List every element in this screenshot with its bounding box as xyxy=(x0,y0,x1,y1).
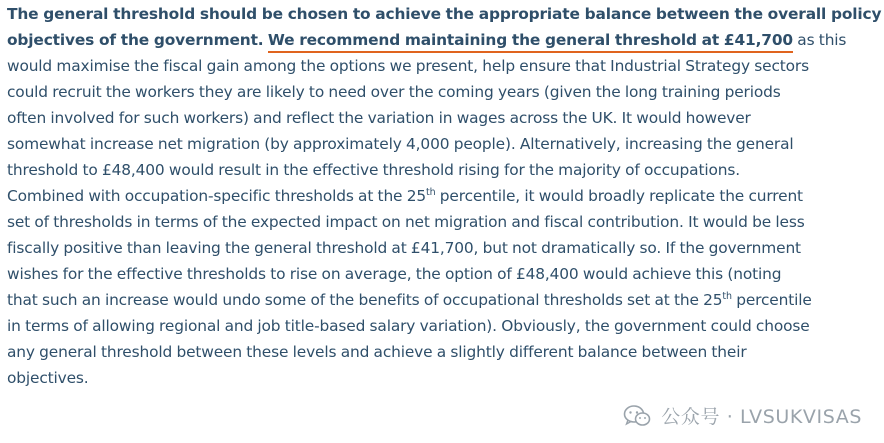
text-line-4 xyxy=(7,79,879,105)
text-line-5 xyxy=(7,105,879,131)
text-line-9 xyxy=(7,209,879,235)
text: in terms of allowing regional and job title-based salary variation). Obviously, the government could choose xyxy=(7,317,810,335)
text-line-15 xyxy=(7,365,879,391)
text-line-8 xyxy=(7,183,879,209)
text: wishes for the effective thresholds to rise on average, the option of £48,400 would achieve this (noting xyxy=(7,265,782,283)
text: any general threshold between these levels and achieve a slightly different balance between their xyxy=(7,343,747,361)
text: somewhat increase net migration (by approximately 4,000 people). Alternatively, increasing the general xyxy=(7,135,794,153)
text: often involved for such workers) and reflect the variation in wages across the UK. It would however xyxy=(7,109,751,127)
text: percentile xyxy=(731,291,812,309)
text: threshold to £48,400 would result in the effective threshold rising for the majority of occupations. xyxy=(7,161,740,179)
text-line-3 xyxy=(7,53,879,79)
text: set of thresholds in terms of the expected impact on net migration and fiscal contribution. It would be less xyxy=(7,213,805,231)
text: objectives. xyxy=(7,369,89,387)
text: that such an increase would undo some of the benefits of occupational thresholds set at the 25 xyxy=(7,291,723,309)
recommendation-highlight: We recommend maintaining the general threshold at £41,700 xyxy=(268,31,793,53)
text: could recruit the workers they are likely to need over the coming years (given the long training periods xyxy=(7,83,781,101)
document-paragraph xyxy=(7,1,882,391)
watermark xyxy=(623,402,862,429)
text-line-14 xyxy=(7,339,879,365)
wechat-icon xyxy=(623,404,651,428)
text-line-12 xyxy=(7,287,879,313)
superscript: th xyxy=(722,291,732,302)
text-line-7 xyxy=(7,157,879,183)
text-line-10 xyxy=(7,235,879,261)
text: fiscally positive than leaving the general threshold at £41,700, but not dramatically so. If the government xyxy=(7,239,801,257)
text-line-6 xyxy=(7,131,879,157)
text: would maximise the fiscal gain among the options we present, help ensure that Industrial Strategy sectors xyxy=(7,57,809,75)
text: Combined with occupation-specific thresholds at the 25 xyxy=(7,187,426,205)
text-line-11 xyxy=(7,261,879,287)
text-line-13 xyxy=(7,313,879,339)
text: percentile, it would broadly replicate the current xyxy=(435,187,803,205)
bold-text: objectives of the government. xyxy=(7,31,264,49)
watermark-text: 公众号 · LVSUKVISAS xyxy=(661,406,862,428)
text: as this xyxy=(792,31,847,49)
text-line-2 xyxy=(7,27,879,53)
superscript: th xyxy=(426,187,436,198)
text-line-1 xyxy=(7,1,882,27)
bold-text: The general threshold should be chosen to achieve the appropriate balance between the overall policy xyxy=(7,5,882,23)
